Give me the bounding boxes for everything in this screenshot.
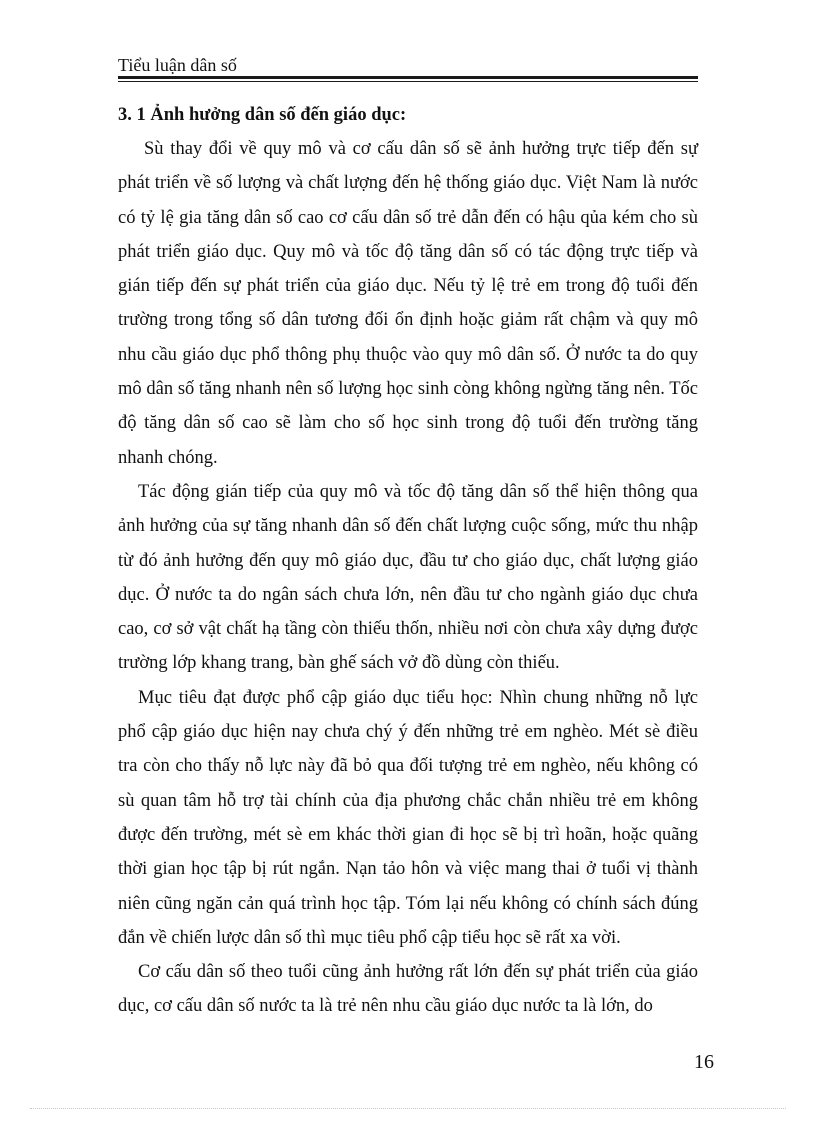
bottom-divider: [30, 1108, 786, 1110]
paragraph-2: Tác động gián tiếp của quy mô và tốc độ tăng dân số thể hiện thông qua ảnh hưởng của sự tăng nhanh dân số đến chất lượng cuộc sống, mức thu nhập từ đó ảnh hưởng đến quy mô giáo dục, đầu tư cho giáo dục, chất lượng giáo dục. Ở nước ta do ngân sách chưa lớn, nên đầu tư cho ngành giáo dục chưa cao, cơ sở vật chất hạ tầng còn thiếu thốn, nhiều nơi còn chưa xây dựng được trường lớp khang trang, bàn ghế sách vở đồ dùng còn thiếu.: [118, 481, 698, 674]
paragraph-4: Cơ cấu dân số theo tuổi cũng ảnh hưởng rất lớn đến sự phát triển của giáo dục, cơ cấu dân số nước ta là trẻ nên nhu cầu giáo dục nước ta là lớn, do: [118, 962, 698, 1017]
page-number: 16: [694, 1051, 714, 1073]
section-heading: 3. 1 Ảnh hưởng dân số đến giáo dục:: [118, 105, 407, 125]
header-title: Tiểu luận dân số: [118, 55, 237, 75]
header-rule-thin: [118, 81, 698, 82]
paragraph-1: Sù thay đổi về quy mô và cơ cấu dân số sẽ ảnh hưởng trực tiếp đến sự phát triển về số lượng và chất lượng đến hệ thống giáo dục. Việt Nam là nước có tỷ lệ gia tăng dân số cao cơ cấu dân số trẻ dẫn đến có hậu qủa kém cho sù phát triển giáo dục. Quy mô và tốc độ tăng dân số có tác động trực tiếp và gián tiếp đến sự phát triển của giáo dục. Nếu tỷ lệ trẻ em trong độ tuổi đến trường trong tổng số dân tương đối ổn định hoặc giảm rất chậm và quy mô nhu cầu giáo dục phổ thông phụ thuộc vào quy mô dân số. Ở nước ta do quy mô dân số tăng nhanh nên số lượng học sinh còng không ngừng tăng nên. Tốc độ tăng dân số cao sẽ làm cho số học sinh trong độ tuổi đến trường tăng nhanh chóng.: [118, 139, 698, 468]
paragraph-3: Mục tiêu đạt được phổ cập giáo dục tiểu học: Nhìn chung những nỗ lực phổ cập giáo dục hiện nay chưa chý ý đến những trẻ em nghèo. Mét sè điều tra còn cho thấy nỗ lực này đã bỏ qua đối tượng trẻ em nghèo, nếu không có sù quan tâm hỗ trợ tài chính của địa phương chắc chắn nhiều trẻ em không được đến trường, mét sè em khác thời gian đi học sẽ bị trì hoãn, hoặc quãng thời gian học tập bị rút ngắn. Nạn tảo hôn và việc mang thai ở tuổi vị thành niên cũng ngăn cản quá trình học tập. Tóm lại nếu không có chính sách đúng đắn về chiến lược dân số thì mục tiêu phổ cập tiểu học sẽ rất xa vời.: [118, 687, 698, 948]
page-header: [118, 48, 698, 78]
page-content: [118, 98, 698, 1024]
header-rule-thick: [118, 76, 698, 79]
